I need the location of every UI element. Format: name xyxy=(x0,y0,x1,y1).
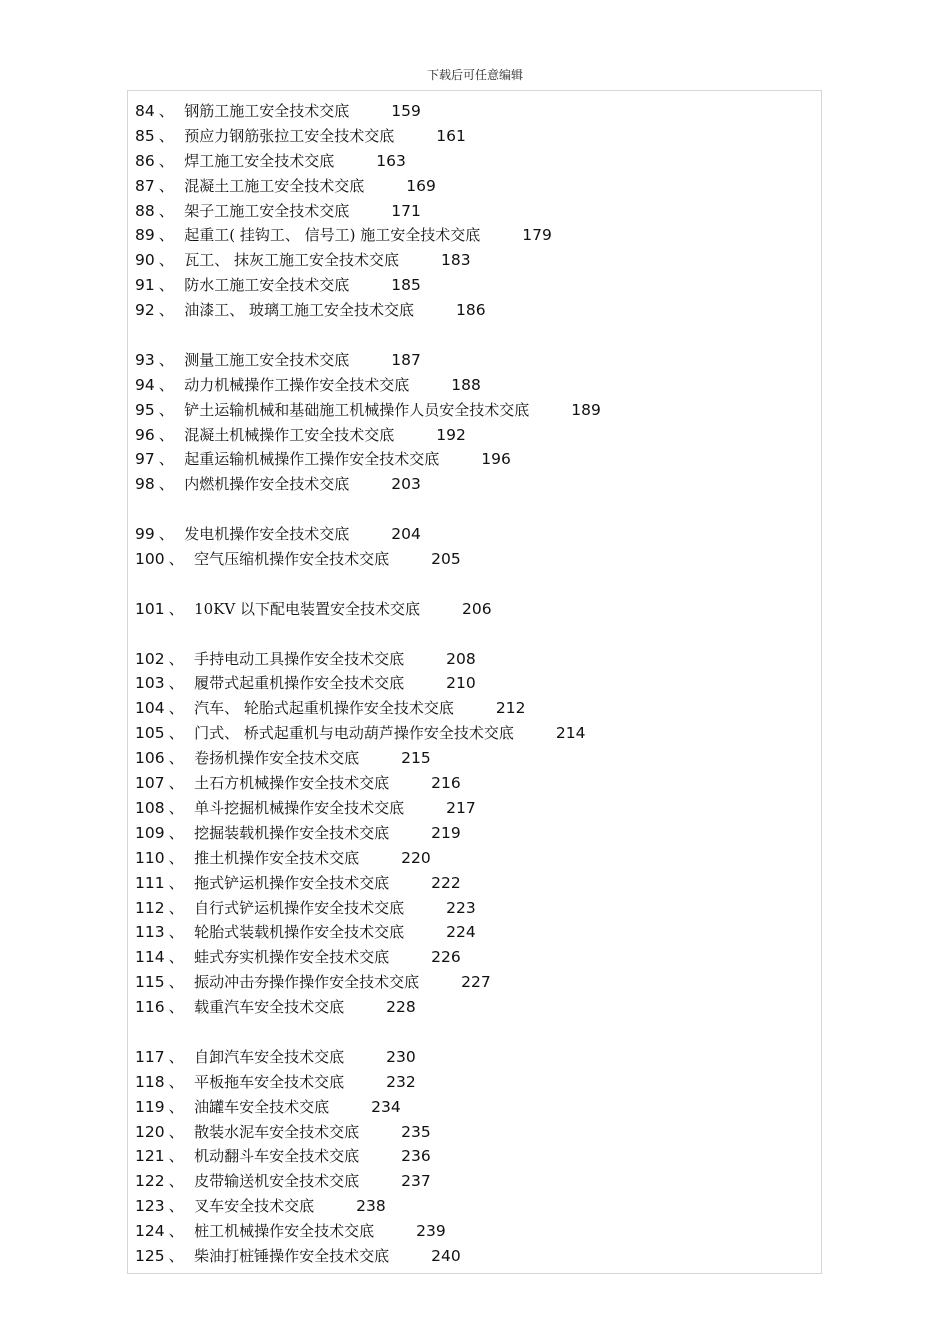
toc-entry-number: 120 xyxy=(135,1122,165,1141)
toc-entry-number: 95 xyxy=(135,400,155,419)
toc-entry-separator: 、 xyxy=(168,998,185,1017)
toc-entry-page: 223 xyxy=(446,898,476,917)
toc-entry xyxy=(135,995,815,1020)
toc-entry-title: 铲土运输机械和基础施工机械操作人员安全技术交底 xyxy=(184,400,530,419)
toc-entry-separator: 、 xyxy=(168,1147,185,1166)
toc-entry-separator: 、 xyxy=(158,425,175,444)
toc-entry xyxy=(135,945,815,970)
toc-entry-page: 192 xyxy=(436,425,466,444)
toc-entry-title: 钢筋工施工安全技术交底 xyxy=(184,102,350,120)
toc-entry-separator: 、 xyxy=(168,749,185,768)
toc-entry-number: 122 xyxy=(135,1172,165,1191)
toc-entry-number: 85 xyxy=(135,126,155,145)
toc-entry-page: 217 xyxy=(446,798,476,817)
toc-entry-separator: 、 xyxy=(158,176,175,195)
toc-entry-separator: 、 xyxy=(168,1047,185,1066)
toc-entry-separator: 、 xyxy=(168,674,185,693)
toc-entry-number: 87 xyxy=(135,176,155,195)
toc-entry xyxy=(135,896,815,921)
toc-entry xyxy=(135,821,815,846)
toc-entry-number: 115 xyxy=(135,973,165,992)
toc-entry-separator: 、 xyxy=(158,276,175,295)
toc-entry xyxy=(135,547,815,572)
toc-entry-title: 10KV 以下配电装置安全技术交底 xyxy=(194,599,421,618)
toc-entry-title: 挖掘装载机操作安全技术交底 xyxy=(194,823,390,842)
toc-entry-title: 空气压缩机操作安全技术交底 xyxy=(194,550,390,569)
toc-entry xyxy=(135,1144,815,1169)
toc-entry xyxy=(135,1194,815,1219)
toc-entry-title: 混凝土机械操作工安全技术交底 xyxy=(184,425,395,444)
toc-entry-number: 100 xyxy=(135,550,165,569)
toc-entry-separator: 、 xyxy=(158,475,175,494)
toc-entry-page: 189 xyxy=(571,400,601,419)
toc-entry-title: 起重运输机械操作工操作安全技术交底 xyxy=(184,450,440,469)
toc-entry-number: 112 xyxy=(135,898,165,917)
toc-entry-separator: 、 xyxy=(158,201,175,220)
toc-entry-page: 235 xyxy=(401,1122,431,1141)
toc-entry-title: 动力机械操作工操作安全技术交底 xyxy=(184,375,410,394)
toc-entry-title: 内燃机操作安全技术交底 xyxy=(184,475,350,494)
toc-entry-title: 发电机操作安全技术交底 xyxy=(184,525,350,544)
toc-entry-page: 222 xyxy=(431,873,461,892)
toc-entry-number: 103 xyxy=(135,674,165,693)
toc-entry-title: 柴油打桩锤操作安全技术交底 xyxy=(194,1246,390,1265)
toc-entry-number: 94 xyxy=(135,375,155,394)
toc-entry xyxy=(135,671,815,696)
toc-entry-title: 自卸汽车安全技术交底 xyxy=(194,1047,345,1066)
toc-entry-separator: 、 xyxy=(158,375,175,394)
toc-entry-title: 门式、 桥式起重机与电动葫芦操作安全技术交底 xyxy=(194,724,514,743)
toc-entry-page: 238 xyxy=(356,1197,386,1216)
toc-entry-separator: 、 xyxy=(168,1197,185,1216)
toc-entry-page: 239 xyxy=(416,1222,446,1241)
toc-entry xyxy=(135,1169,815,1194)
toc-entry xyxy=(135,871,815,896)
toc-entry-title: 汽车、 轮胎式起重机操作安全技术交底 xyxy=(194,699,454,718)
toc-entry-number: 92 xyxy=(135,301,155,320)
toc-entry-separator: 、 xyxy=(168,823,185,842)
toc-entry-number: 125 xyxy=(135,1246,165,1265)
toc-entry-number: 88 xyxy=(135,201,155,220)
toc-entry xyxy=(135,846,815,871)
toc-entry-page: 205 xyxy=(431,550,461,569)
toc-entry-number: 99 xyxy=(135,525,155,544)
toc-entry-page: 237 xyxy=(401,1172,431,1191)
toc-entry-separator: 、 xyxy=(158,400,175,419)
toc-entry-number: 104 xyxy=(135,699,165,718)
toc-entry-title: 振动冲击夯操作操作安全技术交底 xyxy=(194,973,420,992)
toc-entry-number: 86 xyxy=(135,151,155,170)
toc-entry xyxy=(135,298,815,323)
toc-entry-number: 97 xyxy=(135,450,155,469)
toc-entry-separator: 、 xyxy=(158,301,175,320)
toc-entry-number: 116 xyxy=(135,998,165,1017)
toc-entry xyxy=(135,696,815,721)
toc-entry-separator: 、 xyxy=(168,848,185,867)
toc-entry-separator: 、 xyxy=(168,774,185,793)
toc-entry-page: 186 xyxy=(456,301,486,320)
toc-entry-page: 203 xyxy=(391,475,421,494)
toc-entry xyxy=(135,746,815,771)
toc-entry xyxy=(135,348,815,373)
toc-entry xyxy=(135,771,815,796)
toc-entry-page: 179 xyxy=(522,226,552,245)
toc-entry-page: 216 xyxy=(431,774,461,793)
toc-entry-separator: 、 xyxy=(158,226,175,245)
toc-entry xyxy=(135,920,815,945)
toc-entry-separator: 、 xyxy=(168,1246,185,1265)
toc-entry-number: 118 xyxy=(135,1072,165,1091)
toc-entry-page: 196 xyxy=(481,450,511,469)
toc-entry-title: 拖式铲运机操作安全技术交底 xyxy=(194,873,390,892)
toc-entry-separator: 、 xyxy=(168,1097,185,1116)
toc-entry-number: 121 xyxy=(135,1147,165,1166)
toc-entry-title: 蛙式夯实机操作安全技术交底 xyxy=(194,948,390,967)
toc-entry-page: 236 xyxy=(401,1147,431,1166)
toc-entry-number: 117 xyxy=(135,1047,165,1066)
toc-entry xyxy=(135,398,815,423)
toc-entry-page: 227 xyxy=(461,973,491,992)
page-header: 下载后可任意编辑 xyxy=(426,68,523,82)
toc-entry-title: 起重工( 挂钩工、 信号工) 施工安全技术交底 xyxy=(184,226,481,245)
toc-entry-page: 224 xyxy=(446,923,476,942)
toc-entry-separator: 、 xyxy=(168,898,185,917)
toc-entry-title: 架子工施工安全技术交底 xyxy=(184,201,350,220)
toc-entry-title: 机动翻斗车安全技术交底 xyxy=(194,1147,360,1166)
toc-entry-number: 93 xyxy=(135,350,155,369)
toc-entry-number: 109 xyxy=(135,823,165,842)
toc-entry-page: 161 xyxy=(436,126,466,145)
toc-entry xyxy=(135,149,815,174)
toc-entry-separator: 、 xyxy=(158,450,175,469)
toc-entry-title: 散装水泥车安全技术交底 xyxy=(194,1122,360,1141)
toc-entry xyxy=(135,1244,815,1269)
toc-entry xyxy=(135,199,815,224)
toc-entry-number: 108 xyxy=(135,798,165,817)
toc-entry-title: 推土机操作安全技术交底 xyxy=(194,848,360,867)
toc-entry-title: 焊工施工安全技术交底 xyxy=(184,151,335,170)
toc-entry-page: 234 xyxy=(371,1097,401,1116)
toc-entry-title: 桩工机械操作安全技术交底 xyxy=(194,1222,375,1241)
toc-entry-separator: 、 xyxy=(168,873,185,892)
toc-entry xyxy=(135,1219,815,1244)
toc-entry-title: 瓦工、 抹灰工施工安全技术交底 xyxy=(184,251,400,270)
toc-entry-title: 手持电动工具操作安全技术交底 xyxy=(194,649,405,668)
toc-entry-number: 111 xyxy=(135,873,165,892)
toc-entry-separator: 、 xyxy=(158,151,175,170)
toc-entry-number: 110 xyxy=(135,848,165,867)
toc-entry-page: 215 xyxy=(401,749,431,768)
toc-entry-separator: 、 xyxy=(168,699,185,718)
toc-entry-title: 卷扬机操作安全技术交底 xyxy=(194,749,360,768)
toc-entry-separator: 、 xyxy=(168,649,185,668)
table-of-contents xyxy=(135,99,815,1269)
toc-entry-separator: 、 xyxy=(168,724,185,743)
toc-entry xyxy=(135,1070,815,1095)
toc-entry xyxy=(135,970,815,995)
toc-entry-number: 98 xyxy=(135,475,155,494)
toc-entry-separator: 、 xyxy=(168,599,185,618)
toc-entry-number: 107 xyxy=(135,774,165,793)
toc-entry-number: 90 xyxy=(135,251,155,270)
toc-entry-title: 轮胎式装载机操作安全技术交底 xyxy=(194,923,405,942)
toc-entry-title: 皮带输送机安全技术交底 xyxy=(194,1172,360,1191)
toc-entry-page: 171 xyxy=(391,201,421,220)
toc-entry-separator: 、 xyxy=(158,126,175,145)
toc-entry-separator: 、 xyxy=(168,1072,185,1091)
toc-entry-page: 185 xyxy=(391,276,421,295)
toc-entry-page: 188 xyxy=(451,375,481,394)
toc-entry-page: 169 xyxy=(406,176,436,195)
toc-entry-number: 114 xyxy=(135,948,165,967)
toc-entry-title: 土石方机械操作安全技术交底 xyxy=(194,774,390,793)
toc-entry-page: 208 xyxy=(446,649,476,668)
toc-entry-separator: 、 xyxy=(168,550,185,569)
toc-entry-number: 102 xyxy=(135,649,165,668)
toc-entry-separator: 、 xyxy=(158,102,175,120)
toc-entry-title: 预应力钢筋张拉工安全技术交底 xyxy=(184,126,395,145)
toc-entry-page: 230 xyxy=(386,1047,416,1066)
toc-entry-title: 油漆工、 玻璃工施工安全技术交底 xyxy=(184,301,415,320)
toc-entry-number: 89 xyxy=(135,226,155,245)
toc-entry-separator: 、 xyxy=(168,1172,185,1191)
toc-entry-separator: 、 xyxy=(168,948,185,967)
toc-entry-separator: 、 xyxy=(158,525,175,544)
toc-entry-title: 测量工施工安全技术交底 xyxy=(184,350,350,369)
toc-entry-page: 226 xyxy=(431,948,461,967)
toc-entry-title: 载重汽车安全技术交底 xyxy=(194,998,345,1017)
toc-entry-page: 220 xyxy=(401,848,431,867)
toc-entry xyxy=(135,423,815,448)
toc-entry xyxy=(135,273,815,298)
toc-entry-page: 206 xyxy=(462,599,492,618)
toc-entry xyxy=(135,597,815,622)
toc-entry-separator: 、 xyxy=(158,251,175,270)
toc-entry-title: 单斗挖掘机械操作安全技术交底 xyxy=(194,798,405,817)
toc-entry xyxy=(135,1045,815,1070)
toc-entry xyxy=(135,124,815,149)
toc-entry-number: 91 xyxy=(135,276,155,295)
toc-entry-number: 119 xyxy=(135,1097,165,1116)
toc-entry-page: 219 xyxy=(431,823,461,842)
toc-entry-page: 187 xyxy=(391,350,421,369)
toc-entry-title: 平板拖车安全技术交底 xyxy=(194,1072,345,1091)
toc-entry-page: 183 xyxy=(441,251,471,270)
toc-entry xyxy=(135,647,815,672)
toc-entry-number: 96 xyxy=(135,425,155,444)
toc-entry xyxy=(135,721,815,746)
toc-entry xyxy=(135,447,815,472)
toc-entry-separator: 、 xyxy=(168,1222,185,1241)
toc-entry-number: 113 xyxy=(135,923,165,942)
toc-entry-number: 101 xyxy=(135,599,165,618)
toc-entry-title: 油罐车安全技术交底 xyxy=(194,1097,330,1116)
toc-entry-page: 240 xyxy=(431,1246,461,1265)
toc-entry-number: 106 xyxy=(135,749,165,768)
toc-entry xyxy=(135,472,815,497)
toc-entry-separator: 、 xyxy=(168,798,185,817)
toc-entry-number: 84 xyxy=(135,102,155,120)
toc-entry-title: 履带式起重机操作安全技术交底 xyxy=(194,674,405,693)
toc-entry xyxy=(135,248,815,273)
toc-entry-page: 204 xyxy=(391,525,421,544)
toc-entry-title: 自行式铲运机操作安全技术交底 xyxy=(194,898,405,917)
toc-entry xyxy=(135,223,815,248)
toc-entry xyxy=(135,1120,815,1145)
toc-entry xyxy=(135,522,815,547)
toc-entry-title: 防水工施工安全技术交底 xyxy=(184,276,350,295)
toc-entry-page: 163 xyxy=(376,151,406,170)
toc-entry xyxy=(135,373,815,398)
toc-entry-number: 105 xyxy=(135,724,165,743)
toc-entry-page: 212 xyxy=(495,699,526,718)
toc-entry-title: 混凝土工施工安全技术交底 xyxy=(184,176,365,195)
toc-entry-separator: 、 xyxy=(158,350,175,369)
toc-entry xyxy=(135,99,815,124)
toc-entry-separator: 、 xyxy=(168,1122,185,1141)
toc-entry xyxy=(135,796,815,821)
toc-entry-page: 214 xyxy=(555,724,586,743)
toc-entry-page: 232 xyxy=(386,1072,416,1091)
toc-entry-number: 123 xyxy=(135,1197,165,1216)
toc-entry-number: 124 xyxy=(135,1222,165,1241)
toc-entry-page: 228 xyxy=(386,998,416,1017)
toc-entry xyxy=(135,1095,815,1120)
toc-entry-page: 159 xyxy=(391,102,421,120)
toc-entry-page: 210 xyxy=(446,674,476,693)
toc-entry xyxy=(135,174,815,199)
toc-entry-title: 叉车安全技术交底 xyxy=(194,1197,315,1216)
toc-entry-separator: 、 xyxy=(168,973,185,992)
toc-entry-separator: 、 xyxy=(168,923,185,942)
